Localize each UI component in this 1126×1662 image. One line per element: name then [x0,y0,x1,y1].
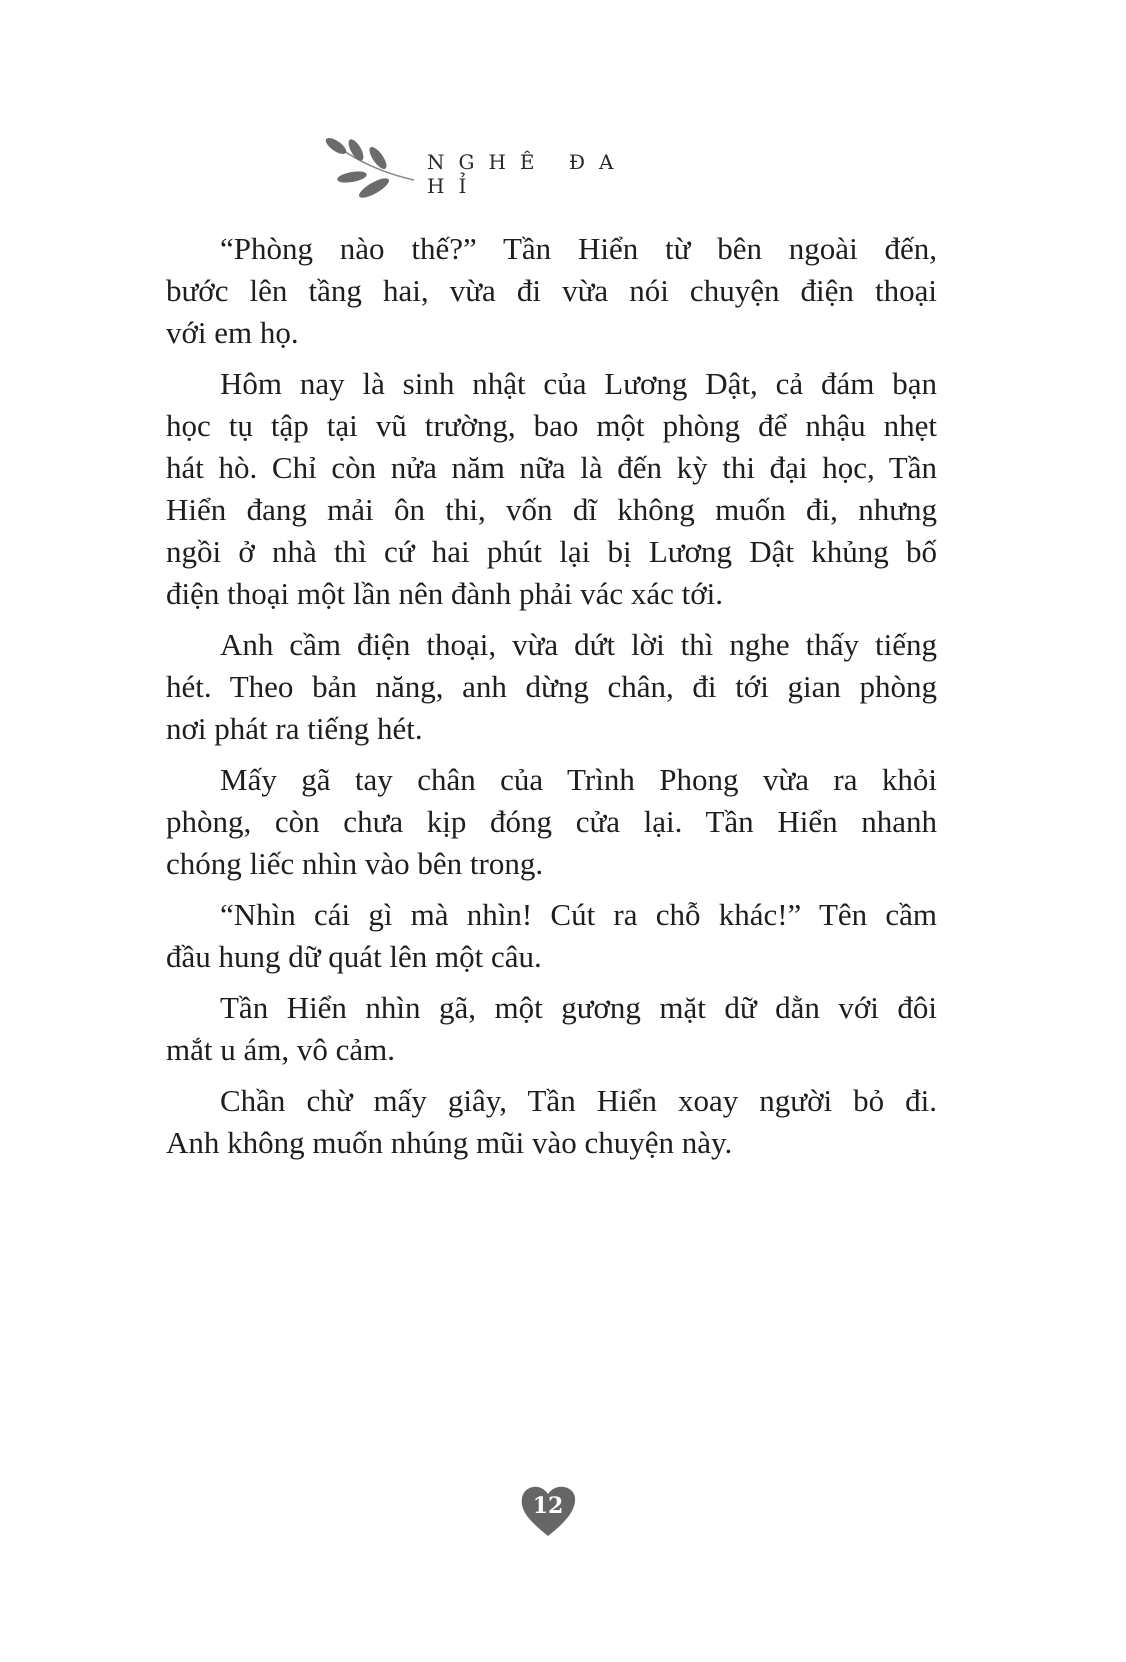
text-line: đầu hung dữ quát lên một câu. [166,939,542,974]
text-line: mắt u ám, vô cảm. [166,1032,395,1067]
text-line: Anh không muốn nhúng mũi vào chuyện này. [166,1125,733,1160]
text-line: “Nhìn cái gì mà nhìn! Cút ra chỗ khác!” Tên cầm [220,897,937,932]
text-line: Anh cầm điện thoại, vừa dứt lời thì nghe thấy tiếng [220,627,937,662]
paragraph [166,363,937,615]
text-line: Hôm nay là sinh nhật của Lương Dật, cả đám bạn [220,366,937,401]
text-line: điện thoại một lần nên đành phải vác xác tới. [166,576,724,611]
running-header [322,128,682,198]
text-line: “Phòng nào thế?” Tần Hiển từ bên ngoài đến, [220,231,937,266]
text-line: học tụ tập tại vũ trường, bao một phòng để nhậu nhẹt [166,408,937,443]
text-line: hét. Theo bản năng, anh dừng chân, đi tới gian phòng [166,669,937,704]
text-line: chóng liếc nhìn vào bên trong. [166,846,544,881]
text-line: Tần Hiển nhìn gã, một gương mặt dữ dằn với đôi [220,990,937,1025]
page-number: 12 [532,1493,564,1519]
paragraph [166,624,937,750]
text-line: phòng, còn chưa kịp đóng cửa lại. Tần Hiển nhanh [166,804,937,839]
paragraph [166,894,937,978]
paragraph [166,987,937,1071]
page-number-badge [518,1480,578,1540]
paragraph [166,228,937,354]
paragraph [166,1080,937,1164]
text-line: Mấy gã tay chân của Trình Phong vừa ra khỏi [220,762,937,797]
leaf-branch-icon [322,128,422,198]
text-line: Hiển đang mải ôn thi, vốn dĩ không muốn đi, nhưng [166,492,937,527]
book-title: NGHÊ ĐA HỈ [427,150,628,198]
text-line: với em họ. [166,315,299,350]
text-line: Chần chừ mấy giây, Tần Hiển xoay người bỏ đi. [220,1083,937,1118]
text-line: nơi phát ra tiếng hét. [166,711,423,746]
page-body [166,228,937,1173]
text-line: hát hò. Chỉ còn nửa năm nữa là đến kỳ thi đại học, Tần [166,450,937,485]
text-line: bước lên tầng hai, vừa đi vừa nói chuyện điện thoại [166,273,937,308]
paragraph [166,759,937,885]
text-line: ngồi ở nhà thì cứ hai phút lại bị Lương Dật khủng bố [166,534,937,569]
